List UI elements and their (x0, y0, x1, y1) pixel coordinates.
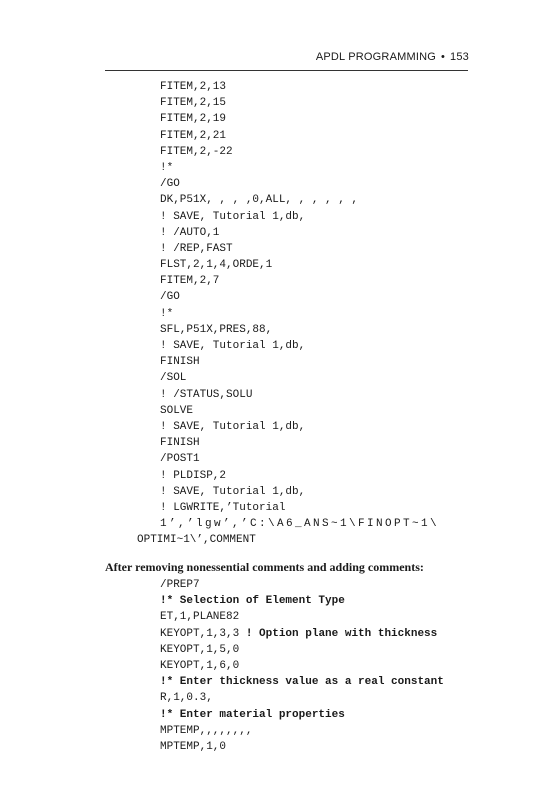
code-line-with-comment (160, 626, 533, 642)
code-line: /GO (160, 178, 180, 191)
code-line: FINISH (160, 356, 200, 369)
code-line-continuation: OPTIMI~1\’,COMMENT (137, 534, 256, 547)
code-line: FITEM,2,-22 (160, 145, 233, 158)
code-line: FITEM,2,19 (160, 113, 227, 126)
code-line: KEYOPT,1,6,0 (160, 659, 240, 672)
code-segment: KEYOPT,1,3,3 (160, 627, 246, 640)
code-line: R,1,0.3, (160, 692, 213, 705)
code-line: ! /REP,FAST (160, 242, 233, 255)
code-line: /POST1 (160, 453, 200, 466)
code-inline-comment: ! Option plane with thickness (245, 627, 438, 640)
code-line: FITEM,2,7 (160, 275, 220, 288)
code-line: /PREP7 (160, 579, 200, 591)
code-line: FLST,2,1,4,ORDE,1 (160, 259, 273, 272)
code-line: ! SAVE, Tutorial 1,db, (160, 420, 306, 433)
header-bullet: • (440, 51, 446, 63)
code-line: KEYOPT,1,5,0 (160, 643, 240, 656)
code-line: /SOL (160, 372, 187, 385)
header-rule (105, 70, 468, 71)
code-line: MPTEMP,1,0 (160, 740, 227, 753)
code-comment: !* Enter material properties (160, 708, 345, 721)
code-comment: !* Selection of Element Type (160, 595, 345, 608)
code-line: FITEM,2,21 (160, 129, 227, 142)
code-line: ! LGWRITE,’Tutorial (160, 501, 286, 514)
code-line: 1’,’lgw’,’C:\A6_ANS~1\FINOPT~1\ (160, 518, 440, 531)
code-line: ! SAVE, Tutorial 1,db, (160, 340, 306, 352)
code-line: ! /STATUS,SOLU (160, 388, 253, 401)
code-line: SOLVE (160, 404, 194, 417)
code-line: FITEM,2,13 (160, 81, 227, 93)
section-heading: After removing nonessential comments and adding comments: (105, 560, 424, 574)
code-listing-1 (0, 79, 533, 548)
code-line: ! PLDISP,2 (160, 469, 227, 482)
code-line: DK,P51X, , , ,0,ALL, , , , , , (160, 194, 359, 207)
code-line: ! SAVE, Tutorial 1,db, (160, 210, 306, 223)
page-number: 153 (450, 51, 469, 63)
code-line: MPTEMP,,,,,,,, (160, 724, 253, 737)
running-header (316, 51, 469, 63)
code-line: /GO (160, 291, 180, 304)
code-line: ! /AUTO,1 (160, 226, 220, 239)
running-title: APDL PROGRAMMING (315, 51, 436, 63)
code-comment: !* Enter thickness value as a real constant (160, 676, 444, 689)
code-line: FITEM,2,15 (160, 97, 227, 110)
code-line: ET,1,PLANE82 (160, 611, 240, 624)
code-line: !* (160, 307, 174, 320)
code-line: FINISH (160, 437, 200, 450)
code-line: !* (160, 161, 174, 174)
code-listing-2 (0, 577, 533, 755)
code-line: ! SAVE, Tutorial 1,db, (160, 485, 306, 498)
code-line: SFL,P51X,PRES,88, (160, 323, 273, 336)
